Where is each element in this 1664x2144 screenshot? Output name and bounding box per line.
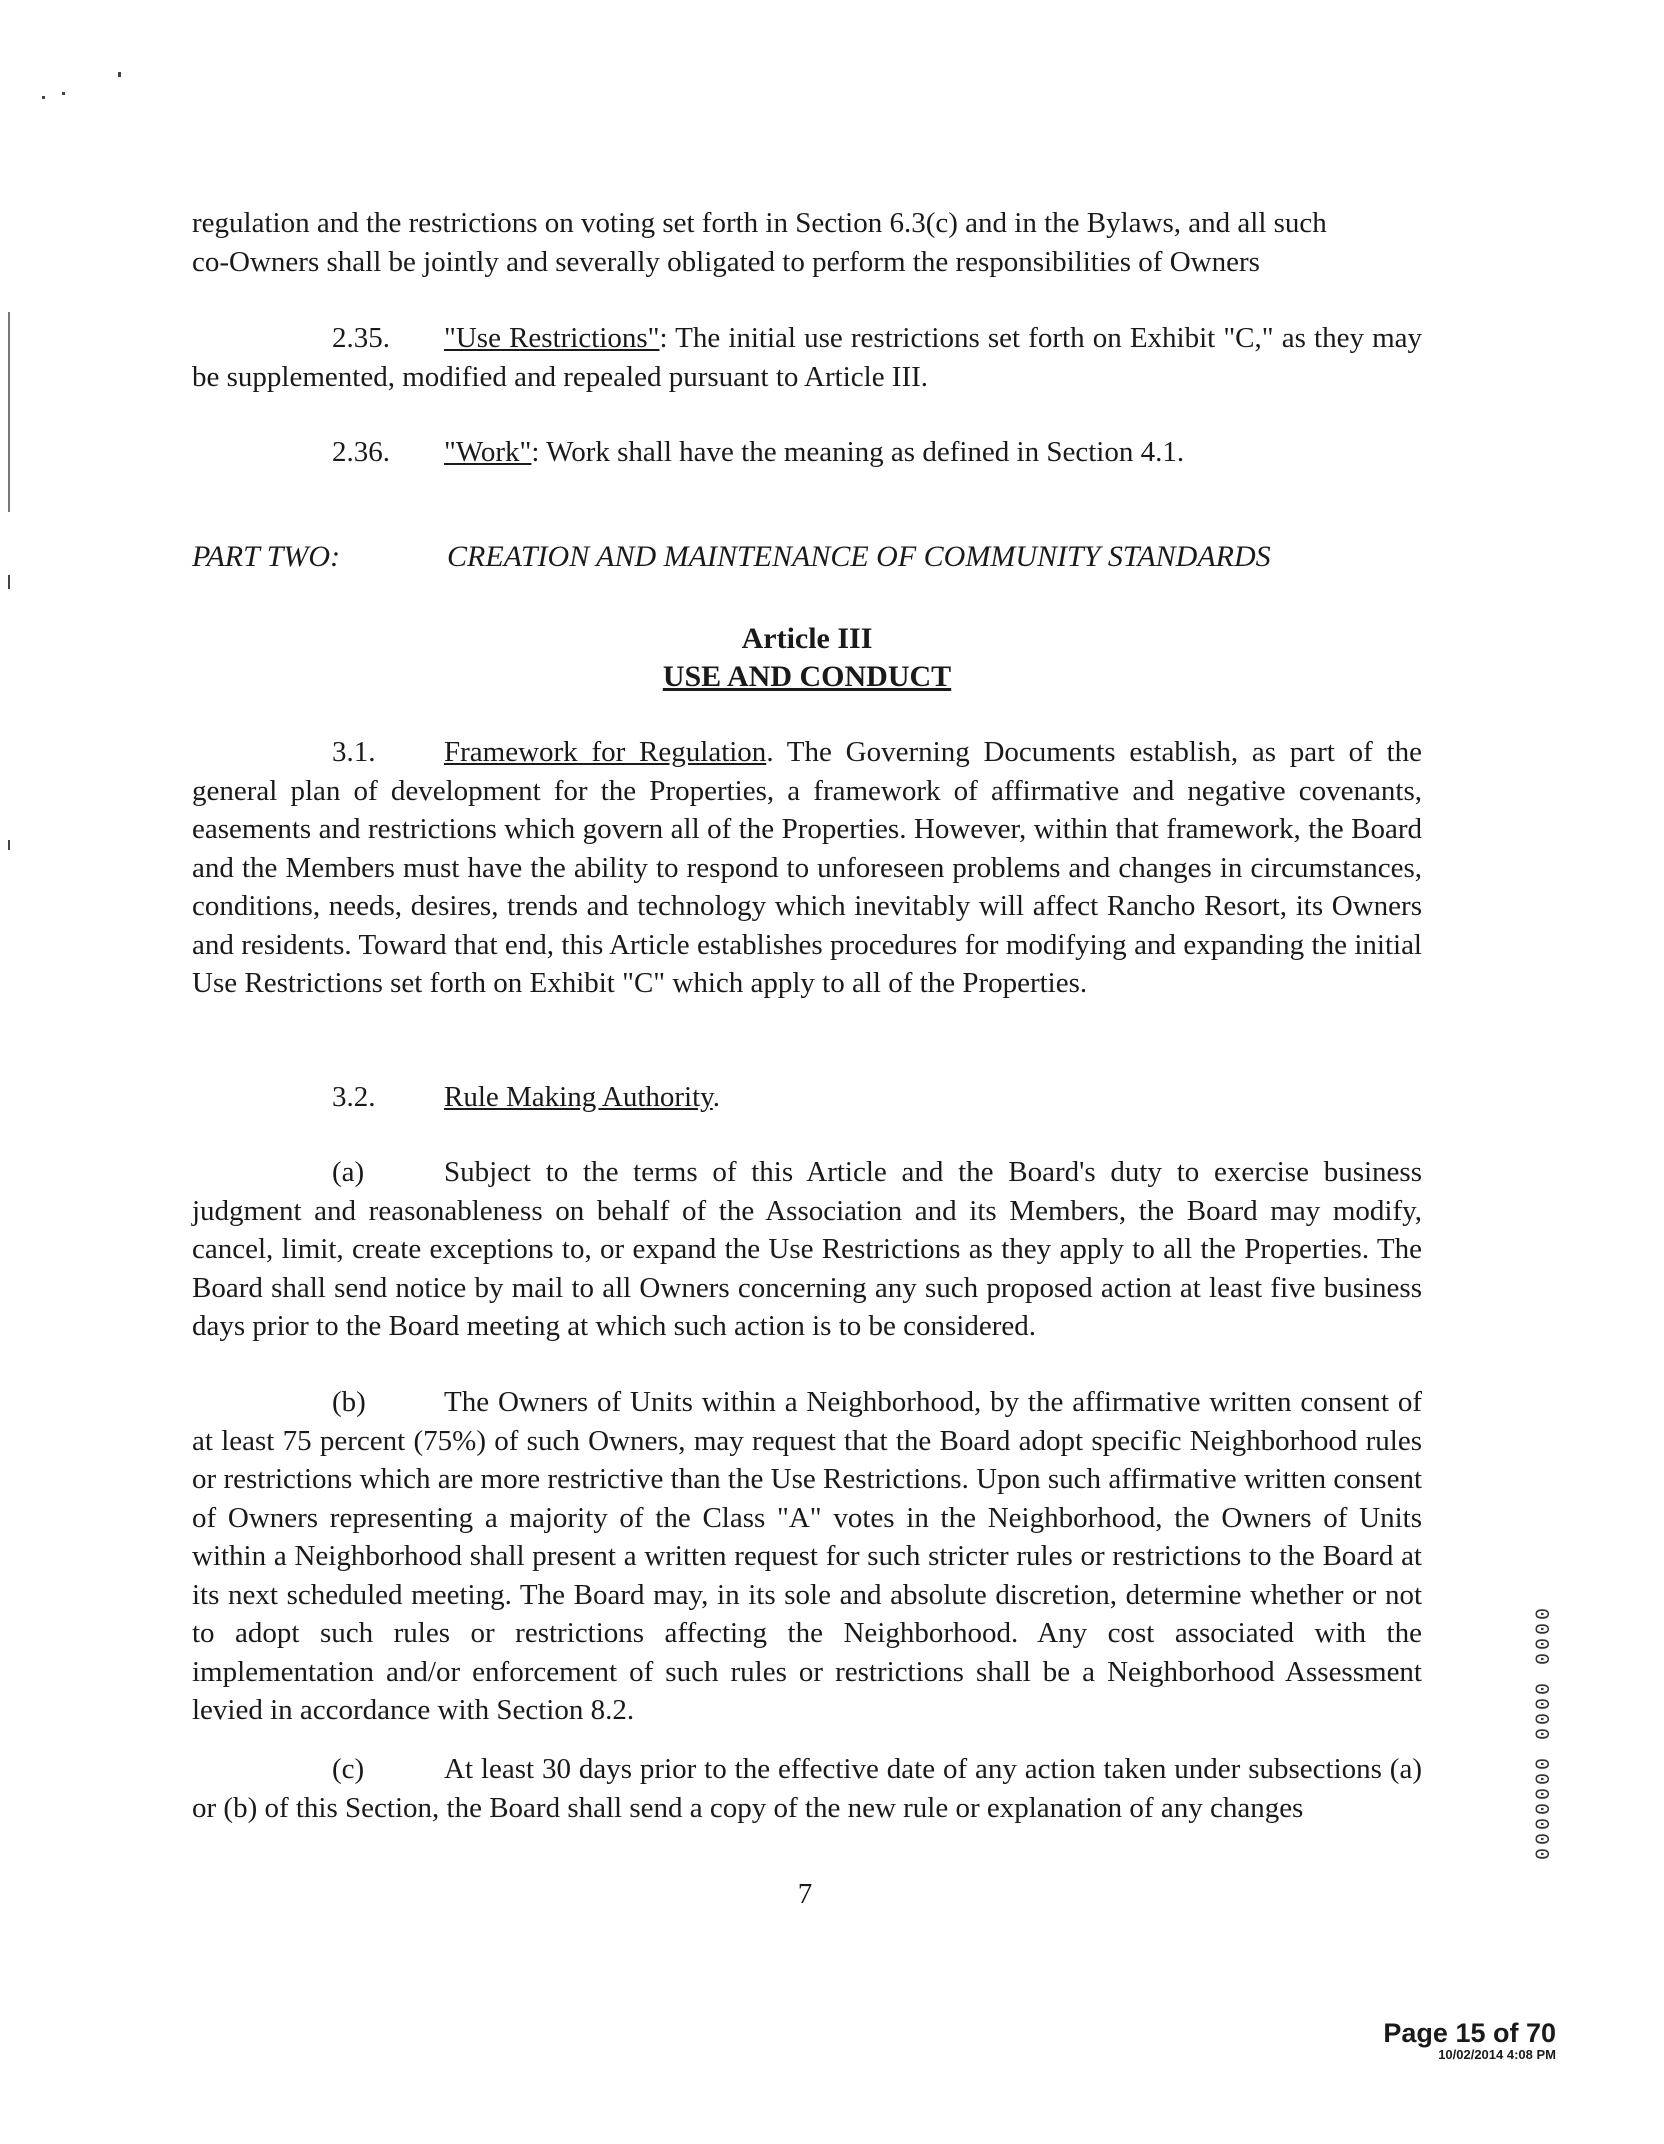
scan-mark	[118, 72, 121, 77]
defined-term: "Use Restrictions"	[444, 322, 660, 354]
print-timestamp: 10/02/2014 4:08 PM	[1438, 2047, 1556, 2062]
section-number: 3.1.	[332, 736, 376, 768]
section-text: : The initial use restrictions set forth on Exhibit "C," as they may be supplemented, modified and repealed pursuant to Article III.	[192, 322, 1422, 393]
page-footer	[1383, 2018, 1556, 2062]
section-text: : Work shall have the meaning as defined in Section 4.1.	[531, 436, 1185, 468]
subsection-number: (b)	[332, 1386, 366, 1418]
part-heading	[192, 540, 1271, 574]
text-line: regulation and the restrictions on voting set forth in Section 6.3(c) and in the Bylaws, and all such	[192, 207, 1327, 239]
scan-mark	[8, 312, 10, 512]
text-line: co-Owners shall be jointly and severally obligated to perform the responsibilities of Owners	[192, 245, 1260, 278]
subsection-3-2-c	[192, 1750, 1422, 1827]
page-number: 7	[797, 1878, 813, 1910]
subsection-number: (c)	[332, 1753, 365, 1785]
section-heading: Rule Making Authority	[444, 1081, 713, 1113]
scan-mark	[8, 575, 10, 589]
scan-mark	[42, 96, 45, 99]
section-text: . The Governing Documents establish, as part of the general plan of development for the Properties, a framework of affirmative and negative covenants, easements and restrictions which govern all of the Properties. However, within that framework, the Board and the Members must have the ability to respond to unforeseen problems and changes in circumstances, conditions, needs, desires, trends and technology which inevitably will affect Rancho Resort, its Owners and residents. Toward that end, this Article establishes procedures for modifying and expanding the initial Use Restrictions set forth on Exhibit "C" which apply to all of the Properties.	[192, 736, 1422, 999]
scan-mark	[8, 840, 10, 850]
section-2-36	[192, 433, 1422, 472]
section-3-1	[192, 733, 1422, 1003]
scan-mark	[62, 92, 65, 95]
subsection-text: The Owners of Units within a Neighborhood, by the affirmative written consent of at least 75 percent (75%) of such Owners, may request that the Board adopt specific Neighborhood rules or restrictions which are more restrictive than the Use Restrictions. Upon such affirmative written consent of Owners representing a majority of the Class "A" votes in the Neighborhood, the Owners of Units within a Neighborhood shall present a written request for such stricter rules or restrictions to the Board at its next scheduled meeting. The Board may, in its sole and absolute discretion, determine whether or not to adopt such rules or restrictions affecting the Neighborhood. Any cost associated with the implementation and/or enforcement of such rules or restrictions shall be a Neighborhood Assessment levied in accordance with Section 8.2.	[192, 1386, 1422, 1726]
recording-stamp: 0000000 0000 0000	[1533, 1604, 1556, 1860]
article-number: Article III	[741, 622, 873, 655]
subsection-number: (a)	[332, 1156, 365, 1188]
section-3-2	[192, 1078, 1422, 1117]
section-number: 2.35.	[332, 322, 390, 354]
subsection-3-2-b	[192, 1383, 1422, 1730]
defined-term: "Work"	[444, 436, 532, 468]
subsection-3-2-a	[192, 1153, 1422, 1346]
part-label: PART TWO:	[192, 540, 341, 573]
page-count: Page 15 of 70	[1383, 2018, 1556, 2048]
section-heading-end: .	[712, 1081, 721, 1113]
subsection-text: Subject to the terms of this Article and the Board's duty to exercise business judgment and reasonableness on behalf of the Association and its Members, the Board may modify, cancel, limit, create exceptions to, or expand the Use Restrictions as they apply to all the Properties. The Board shall send notice by mail to all Owners concerning any such proposed action at least five business days prior to the Board meeting at which such action is to be considered.	[192, 1156, 1422, 1342]
article-title: USE AND CONDUCT	[662, 660, 952, 693]
subsection-text: At least 30 days prior to the effective date of any action taken under subsections (a) or (b) of this Section, the Board shall send a copy of the new rule or explanation of any changes	[192, 1753, 1422, 1824]
section-number: 3.2.	[332, 1081, 376, 1113]
section-2-35	[192, 319, 1422, 396]
part-title: CREATION AND MAINTENANCE OF COMMUNITY STANDARDS	[447, 540, 1271, 573]
paragraph-continuation	[192, 204, 1422, 281]
section-heading: Framework for Regulation	[444, 736, 767, 768]
section-number: 2.36.	[332, 436, 390, 468]
